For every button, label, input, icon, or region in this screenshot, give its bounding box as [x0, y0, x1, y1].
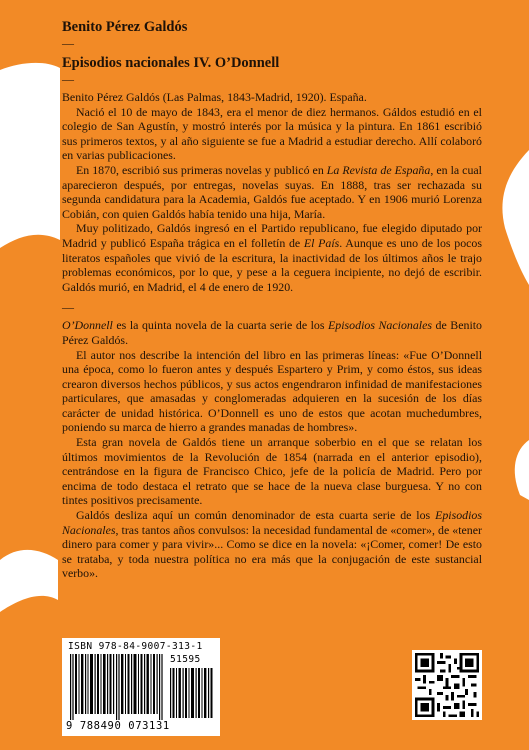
synopsis [62, 318, 482, 581]
bio-paragraph-3 [62, 221, 482, 294]
text-content [62, 18, 482, 581]
syn-p1-text-b: de Benito Pérez Galdós. [62, 318, 482, 347]
addon-code: 51595 [170, 654, 201, 665]
qr-pattern [412, 650, 482, 720]
ean-number: 9 788490 073131 [66, 720, 170, 732]
bio-p3-text-b: . Aunque es uno de los pocos literatos españoles que vivió de la escritura, la inactividad de los últimos años le trajo problemas económicos, por lo que, y pese a la ceguera incipiente, no dejó de escribir. Galdós murió, en Madrid, el 4 de enero de 1920. [62, 235, 482, 294]
synopsis-paragraph-3: Esta gran novela de Galdós tiene un arranque soberbio en el que se relatan los últimos movimientos de la Revolución de 1854 (narrada en el anterior episodio), centrándose en la figura de Francisco Chico, jefe de la policía de Madrid. Pero por encima de todo destaca el retrato que se hace de la nueva clase burguesa. Y no con tintes positivos precisamente. [62, 435, 482, 508]
bio-p2-text-b: , en la cual aparecieron después, por entregas, novelas suyas. En 1888, tras ser rechazada su segunda candidatura para la Academia, Galdós fue aceptado. Y en 1906 murió Lorenza Cobián, con quien Galdós había tenido una hija, María. [62, 162, 482, 221]
addon-bars [170, 668, 214, 718]
qr-code [412, 650, 482, 720]
bio-p3-text-a: Muy politizado, Galdós ingresó en el Partido republicano, fue elegido diputado por Madrid y publicó España trágica en el folletín de [62, 221, 482, 250]
section-separator: — [62, 300, 74, 315]
title-dash: — [62, 72, 74, 86]
bio-p2-italic: La Revista de España [326, 162, 431, 177]
synopsis-paragraph-4 [62, 508, 482, 581]
syn-p1-text-a: es la quinta novela de la cuarta serie de los [112, 318, 329, 333]
bio-paragraph-2 [62, 163, 482, 221]
bio-intro: Benito Pérez Galdós (Las Palmas, 1843-Madrid, 1920). España. [62, 90, 367, 104]
bio-p2-text-a: En 1870, escribió sus primeras novelas y publicó en [76, 162, 327, 177]
syn-p4-text-a: Galdós desliza aquí un común denominador de esta cuarta serie de los [76, 508, 436, 523]
author-bio [62, 90, 482, 294]
synopsis-paragraph-1 [62, 318, 482, 347]
synopsis-paragraph-2: El autor nos describe la intención del libro en las primeras líneas: «Fue O’Donnell una época, como lo fueron antes y después Espartero y Prim, y como éstos, sus ideas crearon diversos hechos públicos, y sus actos engendraron infinidad de manifestaciones particulares, que amasadas y conglomeradas adquieren en la sucesión de los días carácter de unidad histórica. O’Donnell es uno de estos que acotan muchedumbres, poniendo su marca de hierro a grandes manadas de hombres». [62, 347, 482, 435]
isbn-text: ISBN 978-84-9007-313-1 [68, 641, 203, 652]
header-dash: — [62, 36, 74, 50]
book-title: Episodios nacionales IV. O’Donnell [62, 55, 280, 71]
ean-bars [70, 654, 166, 720]
bio-p3-italic: El País [303, 235, 340, 250]
isbn-barcode [62, 638, 220, 736]
syn-p4-text-b: , tras tantos años convulsos: la necesidad fundamental de «comer», de «tener dinero para comer y para vivir»... Como se dice en la novela: «¡Comer, comer! De esto se trataba, y toda nuestra política no era más que la conjugación de este sustancial verbo». [62, 522, 482, 581]
syn-p1-italic-1: O’Donnell [62, 318, 113, 333]
author-name: Benito Pérez Galdós [62, 19, 188, 35]
bio-paragraph-1: Nació el 10 de mayo de 1843, era el menor de diez hermanos. Gáldos estudió en el colegio de San Agustín, y mostró interés por la música y la pintura. En 1861 escribió sus primeros textos, y al año siguiente se fue a Madrid a estudiar derecho. Allí colaboró en varias publicaciones. [62, 104, 482, 163]
syn-p1-italic-2: Episodios Nacionales [328, 318, 432, 333]
syn-p4-italic: Episodios Nacionales [62, 508, 482, 537]
